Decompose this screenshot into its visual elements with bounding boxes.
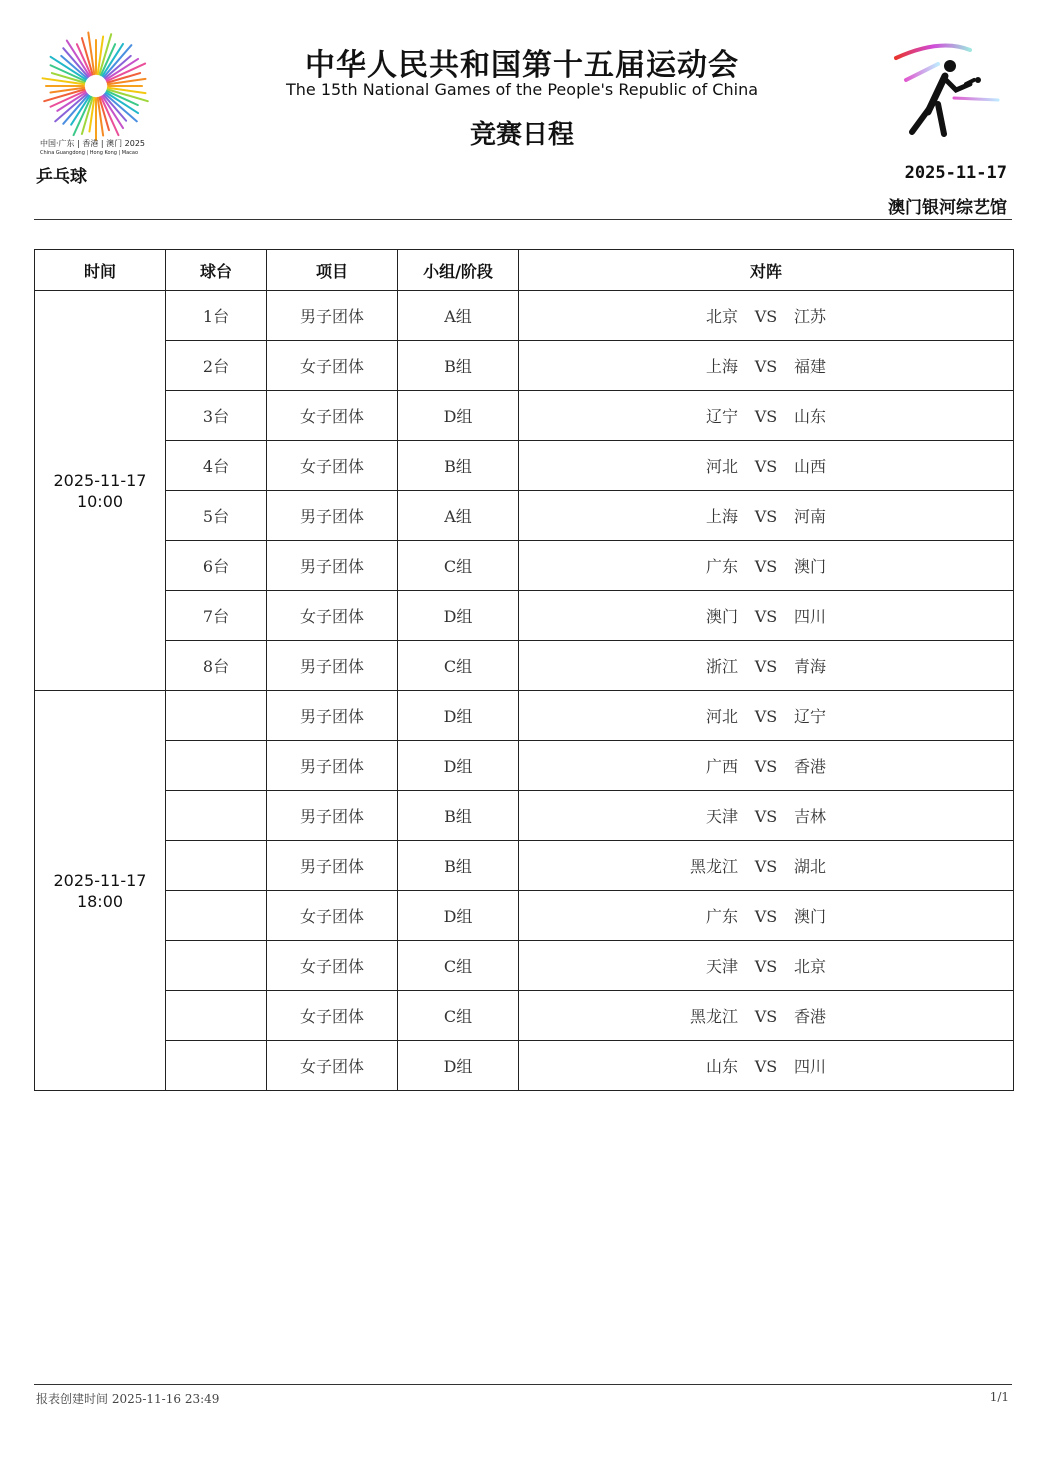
table-row xyxy=(35,741,1014,791)
matchup-cell xyxy=(519,341,1014,391)
table-tennis-pictogram-icon xyxy=(890,40,1006,144)
versus-label: VS xyxy=(754,857,778,876)
team-1: 浙江 xyxy=(705,657,738,676)
team-2: 北京 xyxy=(794,957,827,976)
table-row xyxy=(35,291,1014,341)
team-2: 山西 xyxy=(794,457,827,476)
versus-label: VS xyxy=(754,1007,778,1026)
matchup-cell xyxy=(519,991,1014,1041)
session-time: 18:00 xyxy=(76,891,124,911)
table-row xyxy=(35,641,1014,691)
header-divider xyxy=(34,219,1012,220)
table-number-cell xyxy=(166,741,267,791)
matchup-cell xyxy=(519,291,1014,341)
table-number-cell: 8台 xyxy=(166,641,267,691)
event-cell: 女子团体 xyxy=(267,941,398,991)
versus-label: VS xyxy=(754,807,778,826)
matchup xyxy=(648,754,884,777)
table-row xyxy=(35,891,1014,941)
table-number-cell: 6台 xyxy=(166,541,267,591)
team-1: 山东 xyxy=(705,1057,738,1076)
team-1: 广东 xyxy=(705,557,738,576)
team-1: 北京 xyxy=(705,307,738,326)
venue-name: 澳门银河综艺馆 xyxy=(888,198,1007,218)
matchup xyxy=(648,354,884,377)
table-row xyxy=(35,791,1014,841)
team-2: 湖北 xyxy=(794,857,827,876)
session-time-cell xyxy=(35,291,166,691)
event-cell: 女子团体 xyxy=(267,591,398,641)
event-cell: 男子团体 xyxy=(267,691,398,741)
column-header-event: 项目 xyxy=(267,250,398,291)
versus-label: VS xyxy=(754,457,778,476)
event-cell: 女子团体 xyxy=(267,441,398,491)
team-1: 黑龙江 xyxy=(689,1007,738,1026)
svg-text:中国·广东 | 香港 | 澳门 2025: 中国·广东 | 香港 | 澳门 2025 xyxy=(40,139,146,148)
team-1: 黑龙江 xyxy=(689,857,738,876)
matchup-cell xyxy=(519,491,1014,541)
group-cell: B组 xyxy=(398,441,519,491)
versus-label: VS xyxy=(754,357,778,376)
event-cell: 女子团体 xyxy=(267,991,398,1041)
versus-label: VS xyxy=(754,307,778,326)
event-cell: 男子团体 xyxy=(267,291,398,341)
event-cell: 女子团体 xyxy=(267,891,398,941)
matchup xyxy=(648,904,884,927)
group-cell: C组 xyxy=(398,541,519,591)
table-row xyxy=(35,1041,1014,1091)
table-number-cell: 7台 xyxy=(166,591,267,641)
team-2: 香港 xyxy=(794,1007,827,1026)
team-1: 天津 xyxy=(705,957,738,976)
versus-label: VS xyxy=(754,607,778,626)
table-header-row xyxy=(35,250,1014,291)
matchup xyxy=(648,554,884,577)
matchup-cell xyxy=(519,941,1014,991)
table-number-cell xyxy=(166,941,267,991)
column-header-group: 小组/阶段 xyxy=(398,250,519,291)
table-number-cell xyxy=(166,1041,267,1091)
matchup xyxy=(648,404,884,427)
column-header-table: 球台 xyxy=(166,250,267,291)
group-cell: A组 xyxy=(398,291,519,341)
versus-label: VS xyxy=(754,757,778,776)
table-number-cell: 1台 xyxy=(166,291,267,341)
group-cell: D组 xyxy=(398,691,519,741)
team-2: 江苏 xyxy=(794,307,827,326)
team-2: 四川 xyxy=(794,607,827,626)
table-number-cell xyxy=(166,791,267,841)
table-row xyxy=(35,341,1014,391)
versus-label: VS xyxy=(754,907,778,926)
versus-label: VS xyxy=(754,557,778,576)
games-title-cn: 中华人民共和国第十五届运动会 xyxy=(305,48,739,83)
event-cell: 男子团体 xyxy=(267,791,398,841)
versus-label: VS xyxy=(754,1057,778,1076)
group-cell: C组 xyxy=(398,641,519,691)
schedule-table xyxy=(34,249,1014,1091)
group-cell: B组 xyxy=(398,841,519,891)
matchup-cell xyxy=(519,641,1014,691)
sport-name: 乒乓球 xyxy=(36,167,87,187)
group-cell: C组 xyxy=(398,941,519,991)
column-header-match: 对阵 xyxy=(519,250,1014,291)
team-2: 河南 xyxy=(794,507,827,526)
team-1: 上海 xyxy=(705,507,738,526)
event-cell: 女子团体 xyxy=(267,341,398,391)
matchup xyxy=(648,504,884,527)
table-number-cell xyxy=(166,891,267,941)
matchup xyxy=(648,304,884,327)
group-cell: D组 xyxy=(398,591,519,641)
matchup xyxy=(648,954,884,977)
table-number-cell xyxy=(166,991,267,1041)
matchup xyxy=(648,804,884,827)
table-row xyxy=(35,991,1014,1041)
versus-label: VS xyxy=(754,507,778,526)
team-1: 上海 xyxy=(705,357,738,376)
matchup xyxy=(648,1054,884,1077)
group-cell: D组 xyxy=(398,1041,519,1091)
team-2: 香港 xyxy=(794,757,827,776)
matchup-cell xyxy=(519,841,1014,891)
column-header-time: 时间 xyxy=(35,250,166,291)
table-row xyxy=(35,441,1014,491)
table-number-cell xyxy=(166,691,267,741)
versus-label: VS xyxy=(754,657,778,676)
team-1: 辽宁 xyxy=(705,407,738,426)
event-cell: 男子团体 xyxy=(267,641,398,691)
matchup xyxy=(648,454,884,477)
matchup xyxy=(648,604,884,627)
table-row xyxy=(35,591,1014,641)
svg-text:China Guangdong | Hong Kong |: China Guangdong | Hong Kong | Macao xyxy=(40,150,139,156)
report-created-time: 报表创建时间 2025-11-16 23:49 xyxy=(36,1392,220,1406)
team-2: 澳门 xyxy=(794,907,827,926)
matchup-cell xyxy=(519,791,1014,841)
team-1: 河北 xyxy=(705,457,738,476)
event-cell: 男子团体 xyxy=(267,491,398,541)
team-2: 吉林 xyxy=(794,807,827,826)
versus-label: VS xyxy=(754,707,778,726)
table-number-cell: 4台 xyxy=(166,441,267,491)
team-1: 河北 xyxy=(705,707,738,726)
matchup-cell xyxy=(519,541,1014,591)
session-date: 2025-11-17 xyxy=(53,470,147,490)
footer-divider xyxy=(34,1384,1012,1385)
matchup-cell xyxy=(519,741,1014,791)
table-row xyxy=(35,491,1014,541)
table-row xyxy=(35,691,1014,741)
event-cell: 男子团体 xyxy=(267,841,398,891)
team-2: 山东 xyxy=(794,407,827,426)
group-cell: D组 xyxy=(398,741,519,791)
session-time-cell xyxy=(35,691,166,1091)
event-cell: 女子团体 xyxy=(267,391,398,441)
document-title: 竞赛日程 xyxy=(469,120,574,150)
group-cell: C组 xyxy=(398,991,519,1041)
table-row xyxy=(35,541,1014,591)
team-1: 广东 xyxy=(705,907,738,926)
games-title-en: The 15th National Games of the People's Republic of China xyxy=(285,80,759,99)
team-2: 辽宁 xyxy=(794,707,827,726)
matchup xyxy=(648,1004,884,1027)
matchup-cell xyxy=(519,691,1014,741)
schedule-date: 2025-11-17 xyxy=(904,163,1007,183)
team-2: 福建 xyxy=(794,357,827,376)
table-row xyxy=(35,391,1014,441)
team-1: 澳门 xyxy=(705,607,738,626)
matchup xyxy=(648,854,884,877)
table-number-cell: 5台 xyxy=(166,491,267,541)
team-2: 澳门 xyxy=(794,557,827,576)
group-cell: B组 xyxy=(398,341,519,391)
session-date: 2025-11-17 xyxy=(53,870,147,890)
session-time: 10:00 xyxy=(76,491,124,511)
group-cell: A组 xyxy=(398,491,519,541)
team-2: 四川 xyxy=(794,1057,827,1076)
matchup xyxy=(648,654,884,677)
event-cell: 男子团体 xyxy=(267,541,398,591)
matchup-cell xyxy=(519,1041,1014,1091)
matchup xyxy=(648,704,884,727)
table-number-cell xyxy=(166,841,267,891)
versus-label: VS xyxy=(754,957,778,976)
event-cell: 男子团体 xyxy=(267,741,398,791)
versus-label: VS xyxy=(754,407,778,426)
team-1: 天津 xyxy=(705,807,738,826)
matchup-cell xyxy=(519,441,1014,491)
event-cell: 女子团体 xyxy=(267,1041,398,1091)
team-2: 青海 xyxy=(794,657,827,676)
table-number-cell: 3台 xyxy=(166,391,267,441)
table-row xyxy=(35,941,1014,991)
group-cell: D组 xyxy=(398,891,519,941)
matchup-cell xyxy=(519,591,1014,641)
page-number: 1/1 xyxy=(989,1390,1009,1404)
team-1: 广西 xyxy=(705,757,738,776)
matchup-cell xyxy=(519,891,1014,941)
table-number-cell: 2台 xyxy=(166,341,267,391)
group-cell: D组 xyxy=(398,391,519,441)
matchup-cell xyxy=(519,391,1014,441)
table-row xyxy=(35,841,1014,891)
group-cell: B组 xyxy=(398,791,519,841)
